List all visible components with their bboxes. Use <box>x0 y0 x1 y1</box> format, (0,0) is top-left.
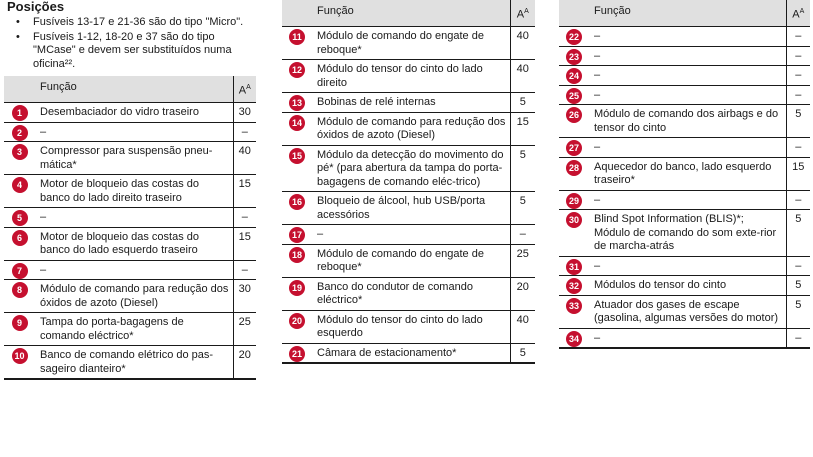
fuse-amperage: – <box>233 260 256 280</box>
fuse-number-badge: 34 <box>566 331 582 347</box>
fuse-number-cell <box>4 208 35 228</box>
fuse-amperage: 30 <box>233 280 256 313</box>
fuse-function: – <box>589 27 786 47</box>
fuse-function: – <box>589 256 786 276</box>
fuse-number-cell <box>4 142 35 175</box>
fuse-function: Banco de comando elétrico do pas-sageiro dianteiro* <box>35 346 233 380</box>
fuse-amperage: 5 <box>786 276 810 296</box>
header-function: Função <box>589 0 786 27</box>
fuse-number-badge: 26 <box>566 107 582 123</box>
fuse-amperage: – <box>786 27 810 47</box>
table-row <box>282 27 535 60</box>
table-row <box>4 208 256 228</box>
fuse-number-cell <box>282 244 312 277</box>
fuse-amperage: 40 <box>510 27 535 60</box>
fuse-amperage: – <box>786 66 810 86</box>
fuse-function: – <box>589 66 786 86</box>
fuse-number-cell <box>282 192 312 225</box>
table-row <box>559 66 810 86</box>
fuse-number-badge: 1 <box>12 105 28 121</box>
fuse-number-cell <box>559 295 589 328</box>
table-row <box>559 295 810 328</box>
column-3 <box>559 0 810 349</box>
fuse-function: Motor de bloqueio das costas do banco do lado direito traseiro <box>35 175 233 208</box>
fuse-number-cell <box>559 85 589 105</box>
fuse-number-badge: 20 <box>289 313 305 329</box>
fuse-function: – <box>589 46 786 66</box>
table-header <box>559 0 810 27</box>
header-amperage <box>510 0 535 27</box>
fuse-amperage: 40 <box>233 142 256 175</box>
fuse-number-cell <box>282 225 312 245</box>
table-row <box>559 105 810 138</box>
table-row <box>282 112 535 145</box>
fuse-number-cell <box>282 93 312 113</box>
fuse-table-2 <box>282 0 535 364</box>
fuse-function: Módulo da detecção do movimento do pé* (para abertura da tampa do porta-bagagens de comando eléc-trico) <box>312 145 510 192</box>
table-row <box>559 85 810 105</box>
fuse-number-cell <box>282 343 312 363</box>
fuse-amperage: – <box>786 46 810 66</box>
fuse-amperage: – <box>786 138 810 158</box>
table-row <box>559 157 810 190</box>
fuse-table-3 <box>559 0 810 349</box>
fuse-function: Módulo de comando para redução dos óxidos de azoto (Diesel) <box>35 280 233 313</box>
fuse-function: Banco do condutor de comando eléctrico* <box>312 277 510 310</box>
fuse-amperage: – <box>233 208 256 228</box>
header-amperage <box>786 0 810 27</box>
fuse-amperage: 5 <box>510 343 535 363</box>
fuse-function: – <box>35 260 233 280</box>
fuse-number-cell <box>559 46 589 66</box>
fuse-number-badge: 31 <box>566 259 582 275</box>
table-row <box>559 210 810 257</box>
fuse-number-badge: 2 <box>12 125 28 141</box>
fuse-function: Compressor para suspensão pneu-mática* <box>35 142 233 175</box>
table-row <box>282 145 535 192</box>
table-row <box>4 227 256 260</box>
header-amp-letter: A <box>792 8 800 21</box>
fuse-function: – <box>35 208 233 228</box>
table-row <box>4 122 256 142</box>
fuse-amperage: – <box>233 122 256 142</box>
fuse-amperage: 40 <box>510 60 535 93</box>
fuse-function: Desembaciador do vidro traseiro <box>35 103 233 123</box>
fuse-number-badge: 5 <box>12 210 28 226</box>
fuse-amperage: 15 <box>786 157 810 190</box>
header-amp-sup: A <box>799 8 805 15</box>
fuse-function: – <box>589 85 786 105</box>
table-row <box>4 142 256 175</box>
fuse-number-cell <box>4 122 35 142</box>
table-header <box>282 0 535 27</box>
table-row <box>282 310 535 343</box>
table-row <box>559 46 810 66</box>
fuse-number-badge: 15 <box>289 148 305 164</box>
fuse-amperage: 5 <box>786 210 810 257</box>
header-number-cell <box>282 0 312 27</box>
fuse-number-badge: 27 <box>566 140 582 156</box>
fuse-amperage: – <box>510 225 535 245</box>
fuse-number-badge: 32 <box>566 278 582 294</box>
fuse-number-badge: 4 <box>12 177 28 193</box>
fuse-number-cell <box>282 310 312 343</box>
fuse-amperage: – <box>786 256 810 276</box>
fuse-number-cell <box>282 27 312 60</box>
fuse-number-cell <box>559 27 589 47</box>
fuse-number-cell <box>282 145 312 192</box>
fuse-amperage: 15 <box>510 112 535 145</box>
fuse-amperage: – <box>786 190 810 210</box>
column-2 <box>282 0 535 364</box>
fuse-amperage: 25 <box>233 313 256 346</box>
fuse-amperage: 5 <box>510 145 535 192</box>
fuse-number-badge: 14 <box>289 115 305 131</box>
fuse-number-cell <box>4 260 35 280</box>
table-row <box>282 225 535 245</box>
fuse-function: Motor de bloqueio das costas do banco do lado esquerdo traseiro <box>35 227 233 260</box>
fuse-number-badge: 17 <box>289 227 305 243</box>
fuse-number-badge: 3 <box>12 144 28 160</box>
header-amp-letter: A <box>516 8 525 21</box>
fuse-amperage: 15 <box>233 227 256 260</box>
fuse-function: Módulo de comando do engate de reboque* <box>312 244 510 277</box>
fuse-number-badge: 18 <box>289 247 305 263</box>
fuse-number-cell <box>4 313 35 346</box>
header-amp-sup: A <box>246 84 251 91</box>
fuse-function: Atuador dos gases de escape (gasolina, algumas versões do motor) <box>589 295 786 328</box>
fuse-amperage: – <box>786 328 810 348</box>
fuse-amperage: 20 <box>233 346 256 380</box>
fuse-function: Módulo de comando do engate de reboque* <box>312 27 510 60</box>
header-function: Função <box>35 76 233 103</box>
table-row <box>4 280 256 313</box>
fuse-amperage: 25 <box>510 244 535 277</box>
fuse-table-1 <box>4 76 256 380</box>
fuse-number-badge: 25 <box>566 88 582 104</box>
fuse-function: Módulo de comando para redução dos óxidos de azoto (Diesel) <box>312 112 510 145</box>
header-function: Função <box>312 0 510 27</box>
table-row <box>559 256 810 276</box>
fuse-number-badge: 16 <box>289 194 305 210</box>
note-item: • Fusíveis 1-12, 18-20 e 37 são do tipo "MCase" e devem ser substituídos numa oficina²². <box>14 31 256 72</box>
fuse-number-badge: 23 <box>566 49 582 65</box>
fuse-number-badge: 11 <box>289 29 305 45</box>
fuse-number-cell <box>559 328 589 348</box>
column-1 <box>4 0 256 380</box>
table-row <box>4 346 256 380</box>
fuse-amperage: 5 <box>510 93 535 113</box>
fuse-number-cell <box>559 157 589 190</box>
fuse-number-badge: 22 <box>566 29 582 45</box>
note-item: • Fusíveis 13-17 e 21-36 são do tipo "Micro". <box>14 16 256 30</box>
fuse-function: – <box>312 225 510 245</box>
table-row <box>559 276 810 296</box>
fuse-number-badge: 10 <box>12 348 28 364</box>
fuse-number-cell <box>4 227 35 260</box>
fuse-amperage: 5 <box>786 295 810 328</box>
fuse-number-cell <box>559 190 589 210</box>
fuse-function: – <box>35 122 233 142</box>
table-row <box>282 277 535 310</box>
fuse-number-badge: 33 <box>566 298 582 314</box>
fuse-number-badge: 30 <box>566 212 582 228</box>
fuse-function: Câmara de estacionamento* <box>312 343 510 363</box>
fuse-number-cell <box>4 103 35 123</box>
table-row <box>559 27 810 47</box>
header-number-cell <box>4 76 35 103</box>
fuse-amperage: 5 <box>510 192 535 225</box>
header-amperage <box>233 76 256 103</box>
fuse-number-cell <box>559 105 589 138</box>
fuse-number-badge: 29 <box>566 193 582 209</box>
table-row <box>559 138 810 158</box>
table-row <box>4 175 256 208</box>
fuse-function: – <box>589 138 786 158</box>
fuse-function: Módulo do tensor do cinto do lado esquerdo <box>312 310 510 343</box>
fuse-number-badge: 21 <box>289 346 305 362</box>
fuse-function: Aquecedor do banco, lado esquerdo traseiro* <box>589 157 786 190</box>
fuse-number-badge: 9 <box>12 315 28 331</box>
fuse-number-cell <box>559 66 589 86</box>
fuse-number-badge: 7 <box>12 263 28 279</box>
header-amp-sup: A <box>524 8 529 15</box>
fuse-number-badge: 24 <box>566 68 582 84</box>
table-row <box>282 60 535 93</box>
fuse-function: – <box>589 328 786 348</box>
table-row <box>4 313 256 346</box>
fuse-number-cell <box>559 210 589 257</box>
fuse-amperage: 20 <box>510 277 535 310</box>
fuse-number-badge: 8 <box>12 282 28 298</box>
fuse-function: Bobinas de relé internas <box>312 93 510 113</box>
fuse-number-badge: 12 <box>289 62 305 78</box>
table-header <box>4 76 256 103</box>
fuse-number-cell <box>4 280 35 313</box>
table-row <box>559 328 810 348</box>
fuse-function: Bloqueio de álcool, hub USB/porta acessórios <box>312 192 510 225</box>
fuse-amperage: 15 <box>233 175 256 208</box>
fuse-number-badge: 13 <box>289 95 305 111</box>
fuse-function: Módulo de comando dos airbags e do tensor do cinto <box>589 105 786 138</box>
fuse-amperage: 5 <box>786 105 810 138</box>
fuse-number-cell <box>4 346 35 380</box>
table-row <box>282 343 535 363</box>
table-row <box>282 192 535 225</box>
table-row <box>559 190 810 210</box>
table-row <box>4 103 256 123</box>
fuse-number-cell <box>282 112 312 145</box>
table-row <box>282 244 535 277</box>
fuse-number-cell <box>282 60 312 93</box>
fuse-number-badge: 6 <box>12 230 28 246</box>
header-amp-letter: A <box>238 84 247 97</box>
fuse-amperage: 30 <box>233 103 256 123</box>
fuse-number-cell <box>559 256 589 276</box>
fuse-number-cell <box>282 277 312 310</box>
table-row <box>4 260 256 280</box>
fuse-function: Tampa do porta-bagagens de comando eléctrico* <box>35 313 233 346</box>
header-number-cell <box>559 0 589 27</box>
table-row <box>282 93 535 113</box>
fuse-number-cell <box>4 175 35 208</box>
fuse-number-cell <box>559 138 589 158</box>
fuse-function: Módulos do tensor do cinto <box>589 276 786 296</box>
fuse-function: – <box>589 190 786 210</box>
fuse-number-badge: 28 <box>566 160 582 176</box>
section-title: Posições <box>7 0 65 14</box>
fuse-number-cell <box>559 276 589 296</box>
fuse-amperage: 40 <box>510 310 535 343</box>
fuse-amperage: – <box>786 85 810 105</box>
notes-list <box>4 16 256 71</box>
fuse-number-badge: 19 <box>289 280 305 296</box>
fuse-function: Módulo do tensor do cinto do lado direito <box>312 60 510 93</box>
fuse-function: Blind Spot Information (BLIS)*; Módulo de comando do som exte-rior de marcha-atrás <box>589 210 786 257</box>
